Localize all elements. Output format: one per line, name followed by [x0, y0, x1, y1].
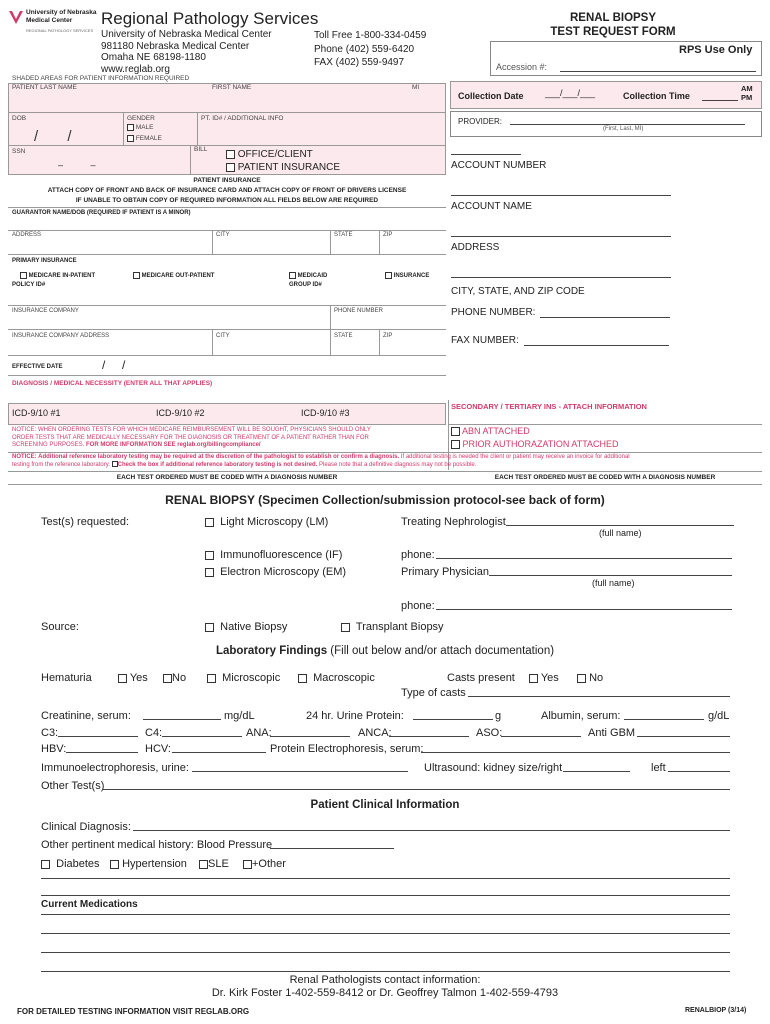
- prior-auth-option[interactable]: [451, 439, 619, 449]
- ultrasound-left-label: left: [651, 762, 666, 774]
- notice-line3: SCREENING PURPOSES.: [12, 442, 87, 448]
- pt-id-label: PT. ID# / ADDITIONAL INFO: [201, 115, 284, 122]
- light-microscopy-label: Light Microscopy (LM): [220, 516, 329, 528]
- urine-protein-label: 24 hr. Urine Protein:: [306, 710, 404, 722]
- provider-label: PROVIDER:: [458, 117, 503, 126]
- casts-no-checkbox[interactable]: [577, 674, 586, 683]
- icd1-label[interactable]: ICD-9/10 #1: [12, 408, 61, 418]
- hematuria-no-checkbox[interactable]: [163, 674, 172, 683]
- policy-id-label: POLICY ID#: [12, 282, 46, 288]
- guarantor-address-label: ADDRESS: [12, 232, 42, 238]
- phone-number-field[interactable]: [540, 317, 670, 318]
- diagnosis-label: DIAGNOSIS / MEDICAL NECESSITY (ENTER ALL THAT APPLIES): [12, 380, 213, 387]
- collection-date-label: Collection Date: [458, 91, 524, 101]
- collection-time-field[interactable]: [702, 100, 738, 101]
- c4-field[interactable]: [162, 736, 242, 737]
- contact-line1: Renal Pathologists contact information:: [289, 974, 481, 986]
- notice-line2: ORDER TESTS THAT ARE MEDICALLY NECESSARY FOR THE DIAGNOSIS OR TREATMENT OF A PATIENT RATHER THAN FOR: [12, 434, 369, 441]
- phone1-field[interactable]: [436, 558, 732, 559]
- medicare-in-checkbox[interactable]: [20, 272, 27, 279]
- lab-title-bold: Laboratory Findings: [215, 645, 328, 657]
- primary-insurance-label: PRIMARY INSURANCE: [12, 258, 77, 264]
- protein-electrophoresis-label: Protein Electrophoresis, serum:: [270, 743, 424, 755]
- medicare-in-label: MEDICARE IN-PATIENT: [28, 273, 96, 280]
- divider: [379, 329, 380, 355]
- divider: [8, 484, 762, 485]
- casts-no-option[interactable]: [577, 672, 603, 684]
- medications-line[interactable]: [41, 971, 730, 972]
- native-biopsy-label: Native Biopsy: [220, 621, 288, 633]
- medicaid-checkbox[interactable]: [289, 272, 296, 279]
- icd3-label[interactable]: ICD-9/10 #3: [301, 408, 350, 418]
- notice-add-e: Please note that a definitive diagnosis may not be possible.: [317, 462, 477, 468]
- diabetes-label: Diabetes: [56, 858, 100, 870]
- guarantor-label: GUARANTOR NAME/DOB (REQUIRED IF PATIENT IS A MINOR): [12, 210, 191, 216]
- microscopic-label: Microscopic: [222, 672, 281, 684]
- medicare-out-checkbox[interactable]: [133, 272, 140, 279]
- company-address-label: INSURANCE COMPANY ADDRESS: [12, 333, 110, 339]
- urine-protein-field[interactable]: [413, 719, 493, 720]
- transplant-biopsy-checkbox[interactable]: [341, 623, 350, 632]
- type-casts-label: Type of casts: [401, 687, 466, 699]
- immunoelectrophoresis-label: Immunoelectrophoresis, urine:: [41, 762, 189, 774]
- female-label: FEMALE: [135, 135, 162, 143]
- albumin-field[interactable]: [624, 719, 704, 720]
- sle-label: SLE: [208, 858, 229, 870]
- rps-use-label: RPS Use Only: [679, 44, 753, 56]
- divider: [8, 207, 446, 208]
- icd2-label[interactable]: ICD-9/10 #2: [156, 408, 205, 418]
- phone2-label: phone:: [401, 600, 435, 612]
- c3-field[interactable]: [58, 736, 138, 737]
- ssn-divider: [190, 145, 191, 175]
- visit-reglab[interactable]: FOR DETAILED TESTING INFORMATION VISIT REGLAB.ORG: [17, 1007, 250, 1016]
- divider: [448, 424, 762, 425]
- logo-line1: University of Nebraska: [26, 9, 97, 16]
- current-medications-label: Current Medications: [41, 899, 138, 910]
- contact-line2: Dr. Kirk Foster 1-402-559-8412 or Dr. Geoffrey Talmon 1-402-559-4793: [211, 987, 559, 999]
- phone: Phone (402) 559-6420: [314, 43, 415, 55]
- albumin-label: Albumin, serum:: [541, 710, 621, 722]
- other-option[interactable]: [243, 858, 286, 870]
- blood-pressure-field[interactable]: [270, 848, 394, 849]
- primary-physician-field[interactable]: [489, 575, 732, 576]
- divider: [330, 230, 331, 254]
- clinical-diagnosis-label: Clinical Diagnosis:: [41, 821, 131, 833]
- divider: [8, 375, 446, 376]
- ana-label: ANA:: [246, 727, 272, 739]
- accession-field[interactable]: [560, 71, 756, 72]
- company-zip-label: ZIP: [383, 333, 393, 339]
- anca-label: ANCA:: [358, 727, 392, 739]
- female-option[interactable]: [127, 135, 162, 142]
- logo-line3: REGIONAL PATHOLOGY SERVICES: [26, 28, 94, 33]
- aso-field[interactable]: [501, 736, 581, 737]
- divider: [330, 305, 331, 329]
- dob-row-divider: [8, 145, 446, 146]
- diabetes-checkbox[interactable]: [41, 860, 50, 869]
- creatinine-field[interactable]: [143, 719, 221, 720]
- microscopic-option[interactable]: [207, 672, 280, 684]
- phone-number-label: PHONE NUMBER:: [451, 307, 536, 318]
- divider: [8, 305, 446, 306]
- form-code: RENALBIOP (3/14): [685, 1007, 747, 1014]
- medications-line[interactable]: [41, 952, 730, 953]
- website-link[interactable]: www.reglab.org: [101, 63, 170, 75]
- female-checkbox[interactable]: [127, 135, 134, 142]
- hematuria-yes-option[interactable]: [118, 672, 148, 684]
- address-line3: Omaha NE 68198-1180: [101, 52, 206, 63]
- anti-gbm-field[interactable]: [637, 736, 730, 737]
- patient-insurance-option[interactable]: [226, 162, 340, 173]
- company-phone-label: PHONE NUMBER: [334, 308, 384, 314]
- effective-date-label: EFFECTIVE DATE: [12, 364, 63, 370]
- divider: [8, 254, 446, 255]
- gender-divider: [197, 112, 198, 145]
- form-title-line1: RENAL BIOPSY: [569, 12, 657, 24]
- em-checkbox[interactable]: [205, 568, 214, 577]
- account-number-label: ACCOUNT NUMBER: [451, 160, 547, 171]
- org-address: [101, 29, 272, 75]
- clinical-title: Patient Clinical Information: [310, 799, 460, 811]
- insurance-option-label: INSURANCE: [393, 273, 430, 280]
- prior-auth-checkbox[interactable]: [451, 440, 460, 449]
- city-state-zip-label: CITY, STATE, AND ZIP CODE: [451, 286, 585, 297]
- lab-title-rest: (Fill out below and/or attach documentation): [327, 645, 555, 657]
- address-line1: University of Nebraska Medical Center: [101, 29, 272, 40]
- divider: [379, 230, 380, 254]
- shaded-note: SHADED AREAS FOR PATIENT INFORMATION REQUIRED: [12, 75, 190, 82]
- bill-label: BILL: [194, 146, 208, 153]
- divider: [8, 355, 446, 356]
- divider: [212, 230, 213, 254]
- address-label: ADDRESS: [451, 242, 500, 253]
- collection-date-field[interactable]: ___/___/___: [545, 88, 596, 98]
- am-label: AM: [741, 84, 753, 93]
- other-tests-label: Other Test(s): [41, 780, 105, 792]
- insurance-instruction1: ATTACH COPY OF FRONT AND BACK OF INSURANCE CARD AND ATTACH COPY OF FRONT OF DRIVERS LICENSE: [47, 187, 407, 194]
- notice-line1: NOTICE: WHEN ORDERING TESTS FOR WHICH MEDICARE REIMBURSEMENT WILL BE SOUGHT, PHYSICIANS SHOULD ONLY: [12, 427, 371, 433]
- logo-line2: Medical Center: [26, 17, 73, 24]
- insurance-company-label: INSURANCE COMPANY: [12, 308, 79, 314]
- abn-checkbox[interactable]: [451, 427, 460, 436]
- dob-divider: [123, 112, 124, 145]
- accession-label: Accession #:: [496, 62, 548, 72]
- name-field[interactable]: [8, 96, 446, 110]
- microscopic-checkbox[interactable]: [207, 674, 216, 683]
- other-checkbox[interactable]: [243, 860, 252, 869]
- office-client-checkbox[interactable]: [226, 150, 235, 159]
- ana-field[interactable]: [270, 736, 350, 737]
- native-biopsy-checkbox[interactable]: [205, 623, 214, 632]
- provider-hint: (First, Last, MI): [603, 126, 644, 132]
- notice-add-c: testing from the reference laboratory.: [12, 462, 110, 468]
- medications-line[interactable]: [41, 933, 730, 934]
- history-line[interactable]: [41, 878, 730, 879]
- phone2-field[interactable]: [436, 609, 732, 610]
- unmc-logo-icon: [8, 9, 24, 25]
- divider: [330, 329, 331, 355]
- lab-title: [0, 645, 770, 657]
- light-microscopy-checkbox[interactable]: [205, 518, 214, 527]
- anti-gbm-label: Anti GBM: [588, 727, 636, 739]
- insurance-title: PATIENT INSURANCE: [193, 177, 261, 184]
- account-name-label: ACCOUNT NAME: [451, 201, 532, 212]
- c3-label: C3:: [41, 727, 59, 739]
- medicare-notice: [12, 427, 371, 450]
- patient-insurance-checkbox[interactable]: [226, 163, 235, 172]
- gdl-unit: g/dL: [708, 710, 730, 722]
- provider-field[interactable]: [510, 124, 745, 125]
- dob-label: DOB: [12, 115, 27, 122]
- primary-physician-label: Primary Physician: [401, 566, 490, 578]
- hbv-field[interactable]: [66, 752, 138, 753]
- hematuria-yes-checkbox[interactable]: [118, 674, 127, 683]
- em-option[interactable]: [205, 566, 346, 578]
- divider: [212, 329, 213, 355]
- abn-label: ABN ATTACHED: [462, 426, 530, 436]
- address-line2: 981180 Nebraska Medical Center: [101, 40, 250, 52]
- am-pm[interactable]: [741, 84, 753, 102]
- insurance-checkbox[interactable]: [385, 272, 392, 279]
- immunoelectrophoresis-field[interactable]: [192, 771, 408, 772]
- insurance-option[interactable]: [385, 272, 429, 279]
- notice-add-a: NOTICE: Additional reference laboratory testing may be required at the discretion of the pathologist to establish or confirm a diagnosis.: [12, 454, 400, 460]
- macroscopic-checkbox[interactable]: [298, 674, 307, 683]
- contact-info: [0, 974, 770, 1000]
- account-name-field[interactable]: [451, 195, 671, 196]
- source-label: Source:: [41, 621, 79, 633]
- tollfree: Toll Free 1-800-334-0459: [314, 30, 427, 41]
- additional-testing-notice: [12, 453, 630, 469]
- medications-line[interactable]: [41, 914, 730, 915]
- divider: [8, 230, 446, 231]
- medicare-in-option[interactable]: [20, 272, 95, 279]
- medicaid-option[interactable]: [289, 272, 327, 279]
- effective-date-field[interactable]: / /: [102, 358, 126, 372]
- last-name-label: PATIENT LAST NAME: [12, 84, 77, 91]
- medicare-out-option[interactable]: [133, 272, 214, 279]
- each-test-right: EACH TEST ORDERED MUST BE CODED WITH A DIAGNOSIS NUMBER: [494, 474, 716, 481]
- office-client-option[interactable]: [226, 149, 313, 160]
- transplant-biopsy-label: Transplant Biopsy: [355, 621, 444, 633]
- ssn-field[interactable]: – –: [58, 160, 96, 170]
- guarantor-state-label: STATE: [334, 232, 353, 238]
- hypertension-checkbox[interactable]: [110, 860, 119, 869]
- logo: [8, 9, 98, 37]
- ssn-label: SSN: [12, 148, 26, 155]
- medicare-out-label: MEDICARE OUT-PATIENT: [141, 273, 215, 280]
- ultrasound-left-field[interactable]: [668, 771, 730, 772]
- other-label: +Other: [252, 858, 286, 870]
- patient-insurance-label: PATIENT INSURANCE: [237, 162, 341, 173]
- transplant-biopsy-option[interactable]: [341, 621, 444, 633]
- clinical-diagnosis-field[interactable]: [133, 830, 730, 831]
- hematuria-no-label: No: [172, 672, 187, 684]
- group-id-label: GROUP ID#: [289, 282, 322, 288]
- icd-row: [8, 403, 446, 425]
- g-unit: g: [495, 710, 502, 722]
- casts-no-label: No: [589, 672, 604, 684]
- collection-time-label: Collection Time: [623, 91, 690, 101]
- if-checkbox[interactable]: [205, 551, 214, 560]
- macroscopic-label: Macroscopic: [313, 672, 375, 684]
- company-city-label: CITY: [216, 333, 230, 339]
- primary-physician-hint: (full name): [592, 578, 635, 588]
- fax: FAX (402) 559-9497: [314, 57, 405, 68]
- hcv-field[interactable]: [172, 752, 266, 753]
- org-contact: [314, 29, 426, 70]
- billing-compliance-link[interactable]: FOR MORE INFORMATION SEE reglab.org/billingcompliance/: [86, 442, 261, 448]
- male-checkbox[interactable]: [127, 124, 134, 131]
- form-title: [488, 11, 738, 39]
- hematuria-no-option[interactable]: [163, 672, 186, 684]
- first-name-label: FIRST NAME: [212, 84, 252, 91]
- form-title-line2: TEST REQUEST FORM: [550, 26, 676, 38]
- guarantor-zip-label: ZIP: [383, 232, 393, 238]
- name-row-divider: [8, 112, 446, 113]
- divider: [8, 329, 446, 330]
- if-label: Immunofluorescence (IF): [220, 549, 343, 561]
- treating-field[interactable]: [506, 525, 734, 526]
- native-biopsy-option[interactable]: [205, 621, 287, 633]
- ultrasound-right-field[interactable]: [563, 771, 630, 772]
- company-state-label: STATE: [334, 333, 353, 339]
- if-option[interactable]: [205, 549, 342, 561]
- guarantor-city-label: CITY: [216, 232, 230, 238]
- fax-number-field[interactable]: [524, 345, 669, 346]
- notice-add-b: If additional testing is needed the client or patient may receive an invoice for additional: [399, 454, 630, 460]
- treating-hint: (full name): [599, 528, 642, 538]
- anca-field[interactable]: [389, 736, 469, 737]
- other-tests-field[interactable]: [103, 789, 730, 790]
- insurance-instruction2: IF UNABLE TO OBTAIN COPY OF REQUIRED INFORMATION ALL FIELDS BELOW ARE REQUIRED: [75, 197, 379, 204]
- mi-label: MI: [412, 84, 420, 91]
- pm-label: PM: [741, 93, 753, 102]
- hbv-label: HBV:: [41, 743, 67, 755]
- treating-label: Treating Nephrologist: [401, 516, 506, 528]
- divider: [8, 471, 762, 472]
- prior-auth-label: PRIOR AUTHORAZATION ATTACHED: [462, 439, 619, 449]
- address-field[interactable]: [451, 236, 671, 237]
- male-option[interactable]: [127, 124, 154, 131]
- medical-history-label: Other pertinent medical history: Blood Pressure: [41, 839, 273, 851]
- aso-label: ASO:: [476, 727, 503, 739]
- secondary-ins-label: SECONDARY / TERTIARY INS - ATTACH INFORMATION: [451, 402, 647, 411]
- city-state-zip-field[interactable]: [451, 277, 671, 278]
- casts-yes-checkbox[interactable]: [529, 674, 538, 683]
- office-client-label: OFFICE/CLIENT: [237, 149, 313, 160]
- protein-electrophoresis-field[interactable]: [421, 752, 730, 753]
- em-label: Electron Microscopy (EM): [220, 566, 347, 578]
- ultrasound-label: Ultrasound: kidney size/right: [424, 762, 563, 774]
- account-number-field[interactable]: [451, 154, 521, 155]
- history-line[interactable]: [41, 895, 730, 896]
- light-microscopy-option[interactable]: [205, 516, 328, 528]
- notice-add-d: Check the box if additional reference laboratory testing is not desired.: [117, 462, 318, 468]
- sle-option[interactable]: [199, 858, 229, 870]
- c4-label: C4:: [145, 727, 163, 739]
- renal-title: RENAL BIOPSY (Specimen Collection/submission protocol-see back of form): [165, 493, 605, 507]
- gender-label: GENDER: [127, 115, 155, 122]
- hypertension-option[interactable]: [110, 858, 187, 870]
- diabetes-option[interactable]: [41, 858, 100, 870]
- hcv-label: HCV:: [145, 743, 171, 755]
- casts-yes-option[interactable]: [529, 672, 559, 684]
- hematuria-yes-label: Yes: [129, 672, 148, 684]
- fax-number-label: FAX NUMBER:: [451, 335, 519, 346]
- medicaid-label: MEDICAID: [297, 273, 328, 280]
- org-name: Regional Pathology Services: [101, 9, 319, 28]
- tests-requested-label: Test(s) requested:: [41, 516, 130, 528]
- sle-checkbox[interactable]: [199, 860, 208, 869]
- type-casts-field[interactable]: [468, 696, 730, 697]
- mgdl-unit: mg/dL: [224, 710, 255, 722]
- macroscopic-option[interactable]: [298, 672, 375, 684]
- phone1-label: phone:: [401, 549, 435, 561]
- male-label: MALE: [135, 124, 154, 132]
- each-test-left: EACH TEST ORDERED MUST BE CODED WITH A DIAGNOSIS NUMBER: [116, 474, 338, 481]
- hypertension-label: Hypertension: [122, 858, 187, 870]
- dob-field[interactable]: / /: [34, 128, 72, 145]
- casts-yes-label: Yes: [540, 672, 559, 684]
- casts-label: Casts present: [447, 672, 515, 684]
- hematuria-label: Hematuria: [41, 672, 92, 684]
- creatinine-label: Creatinine, serum:: [41, 710, 131, 722]
- abn-option[interactable]: [451, 426, 530, 436]
